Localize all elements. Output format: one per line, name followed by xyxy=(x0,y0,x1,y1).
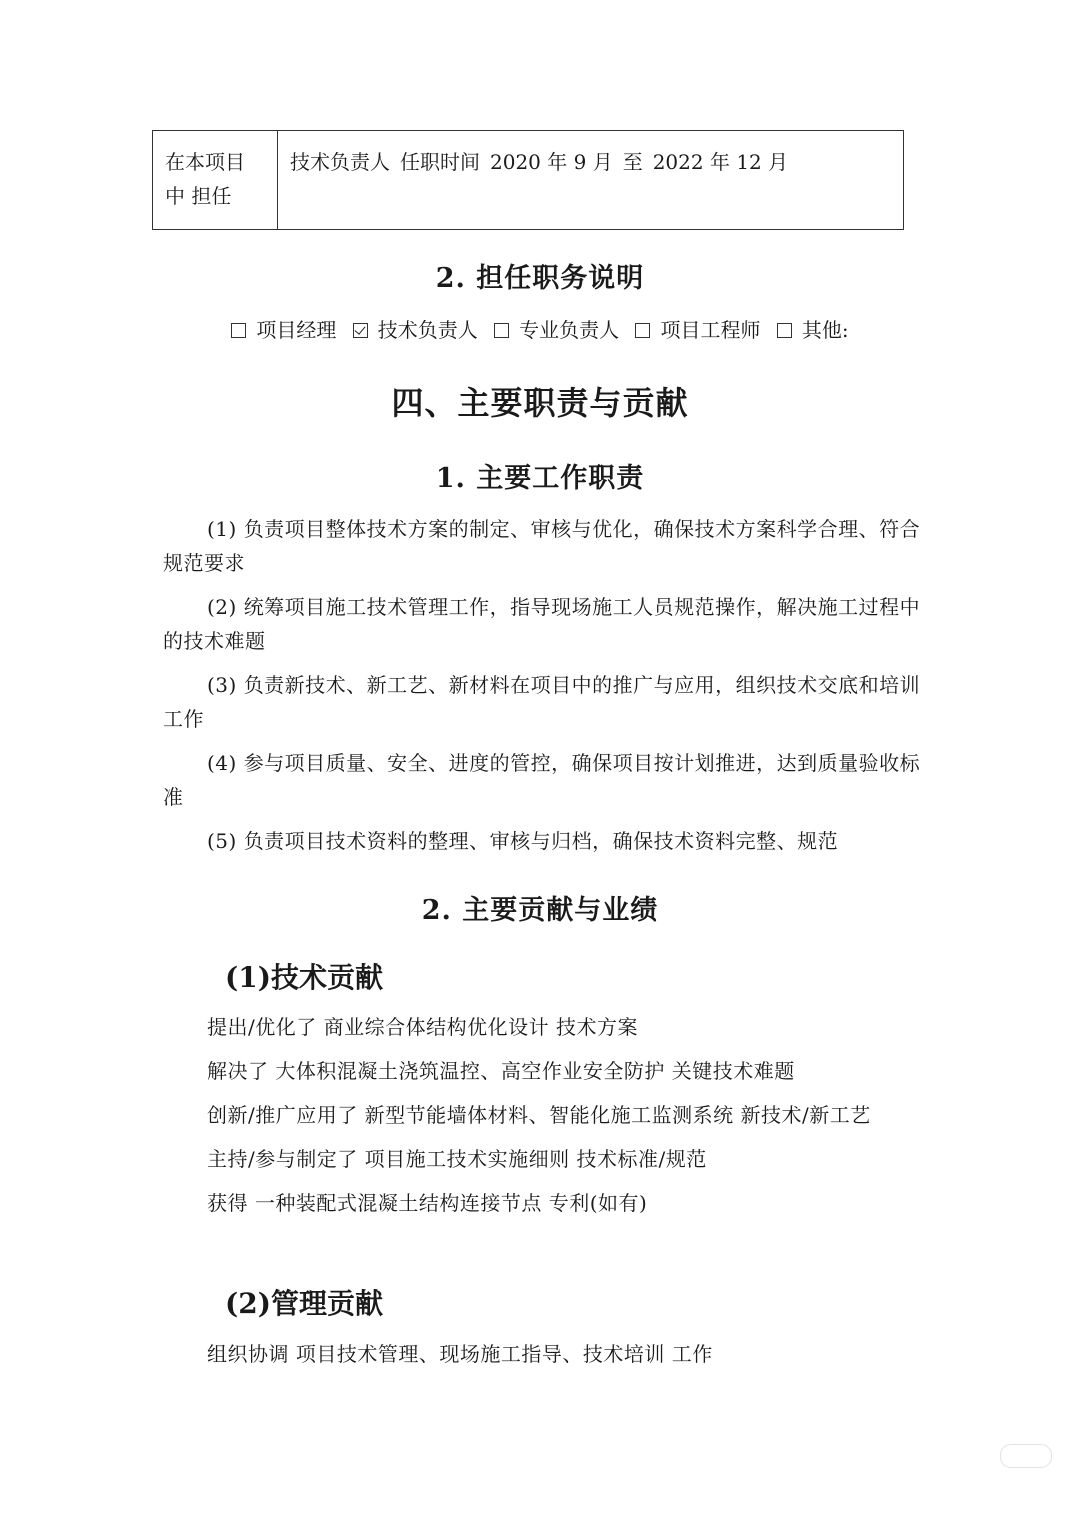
tech-contrib-item: 解决了 大体积混凝土浇筑温控、高空作业安全防护 关键技术难题 xyxy=(207,1059,795,1083)
checkbox-label: 其他: xyxy=(801,318,849,342)
duty-item: (4) 参与项目质量、安全、进度的管控，确保项目按计划推进，达到质量验收标准 xyxy=(163,751,921,809)
duties-list xyxy=(163,512,923,868)
checkbox-option[interactable] xyxy=(494,314,619,346)
tenure-start: 2020 年 9 月 xyxy=(490,150,613,174)
role-label-line1: 在本项目 xyxy=(165,150,245,174)
role-table xyxy=(152,130,904,230)
checkbox-label: 项目经理 xyxy=(256,318,337,342)
tenure-label: 任职时间 xyxy=(400,150,480,174)
checkbox-icon xyxy=(635,323,650,338)
checkbox-icon xyxy=(777,323,792,338)
tech-contrib-item: 主持/参与制定了 项目施工技术实施细则 技术标准/规范 xyxy=(207,1147,707,1171)
contrib-heading: 2. 主要贡献与业绩 xyxy=(421,895,659,926)
checkbox-option[interactable] xyxy=(231,314,336,346)
tech-contrib-list xyxy=(207,1010,927,1230)
tenure-to: 至 xyxy=(622,150,643,174)
checkbox-label: 项目工程师 xyxy=(660,318,761,342)
duties-heading: 1. 主要工作职责 xyxy=(435,463,645,494)
checkbox-option[interactable] xyxy=(353,314,478,346)
checkbox-label: 技术负责人 xyxy=(377,318,478,342)
mgmt-contrib-list xyxy=(207,1337,927,1381)
duty-item: (3) 负责新技术、新工艺、新材料在项目中的推广与应用，组织技术交底和培训工作 xyxy=(163,673,921,731)
checkbox-checked-icon xyxy=(353,323,368,338)
mgmt-contrib-heading: (2)管理贡献 xyxy=(225,1287,383,1320)
mgmt-contrib-item: 组织协调 项目技术管理、现场施工指导、技术培训 工作 xyxy=(207,1342,713,1366)
checkbox-option[interactable] xyxy=(635,314,760,346)
watermark-logo xyxy=(1000,1444,1052,1468)
main-section-heading: 四、主要职责与贡献 xyxy=(391,384,689,422)
role-value-cell xyxy=(278,131,903,229)
checkbox-icon xyxy=(231,323,246,338)
tech-contrib-heading: (1)技术贡献 xyxy=(225,961,383,994)
checkbox-option[interactable] xyxy=(777,314,849,346)
position-checkbox-row xyxy=(0,314,1080,346)
tech-contrib-item: 创新/推广应用了 新型节能墙体材料、智能化施工监测系统 新技术/新工艺 xyxy=(207,1103,871,1127)
role-label-cell xyxy=(153,131,278,229)
checkbox-label: 专业负责人 xyxy=(519,318,620,342)
duty-item: (5) 负责项目技术资料的整理、审核与归档，确保技术资料完整、规范 xyxy=(207,829,839,853)
checkbox-icon xyxy=(494,323,509,338)
position-section-heading: 2. 担任职务说明 xyxy=(435,263,645,294)
role-position: 技术负责人 xyxy=(290,150,390,174)
tenure-end: 2022 年 12 月 xyxy=(652,150,789,174)
tech-contrib-item: 提出/优化了 商业综合体结构优化设计 技术方案 xyxy=(207,1015,638,1039)
duty-item: (1) 负责项目整体技术方案的制定、审核与优化，确保技术方案科学合理、符合规范要求 xyxy=(163,517,921,575)
role-label-line2: 中 担任 xyxy=(165,184,232,208)
tech-contrib-item: 获得 一种装配式混凝土结构连接节点 专利(如有) xyxy=(207,1191,648,1215)
duty-item: (2) 统筹项目施工技术管理工作，指导现场施工人员规范操作，解决施工过程中的技术难题 xyxy=(163,595,921,653)
